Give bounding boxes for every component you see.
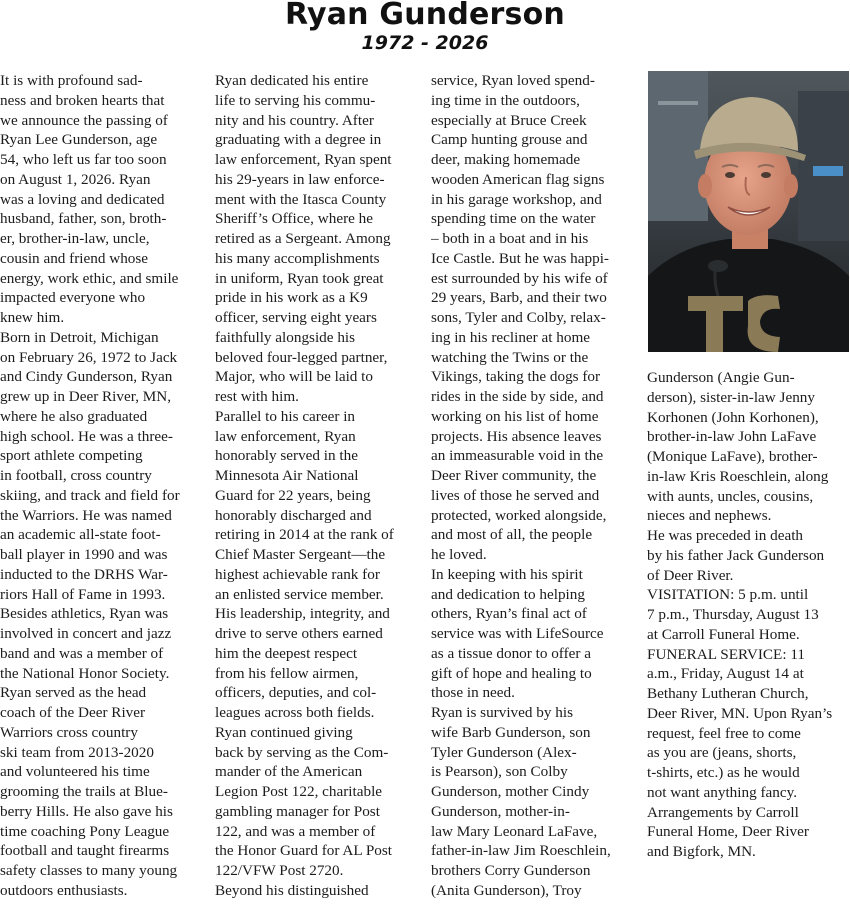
text-line: football and taught firearms bbox=[0, 842, 170, 860]
text-line: Deer River community, the bbox=[431, 467, 597, 484]
text-column-1 bbox=[0, 71, 203, 901]
text-line: Korhonen (John Korhonen), bbox=[647, 408, 819, 426]
text-line: husband, father, son, broth- bbox=[0, 210, 167, 228]
text-line: on February 26, 1972 to Jack bbox=[0, 348, 178, 366]
text-line: Vikings, taking the dogs for bbox=[431, 368, 601, 386]
text-line: especially at Bruce Creek bbox=[431, 111, 587, 129]
text-line: from his fellow airmen, bbox=[215, 664, 359, 682]
text-line: impacted everyone who bbox=[0, 289, 146, 307]
text-line: leagues across both fields. bbox=[215, 704, 375, 721]
text-line: grew up in Deer River, MN, bbox=[0, 388, 172, 405]
text-line: in uniform, Ryan took great bbox=[215, 269, 384, 287]
text-line: in football, cross country bbox=[0, 467, 152, 484]
text-line: derson), sister-in-law Jenny bbox=[647, 388, 815, 406]
text-line: mander of the American bbox=[215, 763, 363, 781]
text-line: pride in his work as a K9 bbox=[215, 289, 368, 307]
obituary-name: Ryan Gunderson bbox=[285, 0, 565, 32]
text-line: in his garage workshop, and bbox=[431, 190, 602, 208]
text-line: 7 p.m., Thursday, August 13 bbox=[647, 606, 819, 623]
text-line: law enforcement, Ryan bbox=[215, 427, 356, 445]
text-line: t-shirts, etc.) as he would bbox=[647, 764, 800, 781]
text-line: drive to serve others earned bbox=[215, 625, 383, 642]
portrait-illustration bbox=[648, 71, 849, 352]
text-line: knew him. bbox=[0, 309, 65, 326]
text-line: sons, Tyler and Colby, relax- bbox=[431, 309, 606, 326]
text-line: ing time in the outdoors, bbox=[431, 91, 580, 109]
text-line: projects. His absence leaves bbox=[431, 427, 602, 445]
text-line: Gunderson, mother Cindy bbox=[431, 783, 590, 800]
text-line: involved in concert and jazz bbox=[0, 625, 172, 642]
text-line: officers, deputies, and col- bbox=[215, 684, 377, 702]
text-line: deer, making homemade bbox=[431, 151, 581, 168]
text-line: 122, and was a member of bbox=[215, 822, 376, 840]
portrait-photo bbox=[648, 71, 849, 352]
text-line: his 29-years in law enforce- bbox=[215, 170, 385, 188]
text-line: Sheriff’s Office, where he bbox=[215, 210, 373, 228]
text-line: retired as a Sergeant. Among bbox=[215, 230, 391, 247]
text-line: lives of those he served and bbox=[431, 486, 600, 504]
text-line: (Anita Gunderson), Troy bbox=[431, 881, 582, 899]
text-line: spending time on the water bbox=[431, 210, 596, 228]
text-line: wife Barb Gunderson, son bbox=[431, 723, 591, 741]
text-line: Besides athletics, Ryan was bbox=[0, 605, 169, 623]
text-line: (Monique LaFave), brother- bbox=[647, 448, 818, 465]
text-line: and Cindy Gunderson, Ryan bbox=[0, 368, 173, 386]
text-line: band and was a member of bbox=[0, 644, 164, 662]
text-line: Ice Castle. But he was happi- bbox=[431, 249, 609, 267]
text-line: working on his list of home bbox=[431, 407, 599, 425]
text-line: ness and broken hearts that bbox=[0, 91, 165, 109]
text-line: a.m., Friday, August 14 at bbox=[647, 665, 804, 683]
text-line: Chief Master Sergeant—the bbox=[215, 546, 386, 563]
text-line: Ryan dedicated his entire bbox=[215, 72, 369, 89]
text-line: cousin and friend whose bbox=[0, 249, 149, 267]
text-column-3 bbox=[431, 71, 641, 901]
text-line: er, brother-in-law, uncle, bbox=[0, 230, 150, 247]
text-line: service, Ryan loved spend- bbox=[431, 72, 595, 89]
text-line: high school. He was a three- bbox=[0, 427, 173, 445]
text-line: back by serving as the Com- bbox=[215, 743, 389, 761]
text-line: him the deepest respect bbox=[215, 644, 358, 662]
text-line: Funeral Home, Deer River bbox=[647, 823, 809, 841]
text-line: outdoors enthusiasts. bbox=[0, 881, 128, 899]
text-line: watching the Twins or the bbox=[431, 348, 589, 366]
text-line: ment with the Itasca County bbox=[215, 190, 387, 208]
text-line: safety classes to many young bbox=[0, 862, 178, 879]
text-line: is Pearson), son Colby bbox=[431, 763, 568, 781]
text-line: retiring in 2014 at the rank of bbox=[215, 526, 394, 544]
text-line: the Honor Guard for AL Post bbox=[215, 842, 393, 860]
text-line: He was preceded in death bbox=[647, 527, 804, 544]
text-line: he loved. bbox=[431, 546, 487, 563]
text-line: officer, serving eight years bbox=[215, 309, 377, 326]
text-line: father-in-law Jim Roeschlein, bbox=[431, 842, 611, 860]
text-line: ski team from 2013-2020 bbox=[0, 743, 154, 761]
text-line: brother-in-law John LaFave bbox=[647, 428, 817, 446]
text-line: Born in Detroit, Michigan bbox=[0, 328, 159, 346]
text-line: life to serving his commu- bbox=[215, 91, 376, 109]
text-line: at Carroll Funeral Home. bbox=[647, 625, 800, 643]
text-line: Gunderson (Angie Gun- bbox=[647, 369, 795, 386]
text-line: was a loving and dedicated bbox=[0, 190, 165, 208]
text-line: wooden American flag signs bbox=[431, 170, 605, 188]
text-line: Ryan continued giving bbox=[215, 723, 353, 741]
text-line: his many accomplishments bbox=[215, 249, 380, 267]
text-line: grooming the trails at Blue- bbox=[0, 783, 168, 800]
text-line: law Mary Leonard LaFave, bbox=[431, 822, 598, 840]
text-line: Ryan served as the head bbox=[0, 684, 147, 702]
text-line: rest with him. bbox=[215, 388, 299, 405]
text-line: Legion Post 122, charitable bbox=[215, 783, 383, 800]
text-line: in-law Kris Roeschlein, along bbox=[647, 467, 829, 485]
text-line: honorably served in the bbox=[215, 447, 358, 465]
text-line: request, feel free to come bbox=[647, 724, 801, 742]
text-line: Gunderson, mother-in- bbox=[431, 802, 570, 820]
text-line: ing in his recliner at home bbox=[431, 328, 591, 346]
text-line: Bethany Lutheran Church, bbox=[647, 685, 809, 702]
text-line: not want anything fancy. bbox=[647, 783, 798, 801]
text-line: others, Ryan’s final act of bbox=[431, 605, 587, 623]
text-line: on August 1, 2026. Ryan bbox=[0, 170, 151, 188]
text-line: skiing, and track and field for bbox=[0, 486, 180, 504]
text-line: Ryan is survived by his bbox=[431, 704, 573, 721]
text-line: an enlisted service member. bbox=[215, 585, 384, 603]
text-line: nieces and nephews. bbox=[647, 507, 772, 525]
text-line: of Deer River. bbox=[647, 566, 734, 584]
text-line: rides in the side by side, and bbox=[431, 388, 604, 405]
text-column-2 bbox=[215, 71, 418, 901]
text-line: brothers Corry Gunderson bbox=[431, 862, 591, 879]
text-line: Camp hunting grouse and bbox=[431, 131, 588, 149]
text-line: inducted to the DRHS War- bbox=[0, 565, 168, 583]
text-line: 122/VFW Post 2720. bbox=[215, 862, 344, 879]
text-line: Guard for 22 years, being bbox=[215, 486, 371, 504]
text-line: Arrangements by Carroll bbox=[647, 803, 799, 821]
text-line: Tyler Gunderson (Alex- bbox=[431, 743, 577, 761]
text-line: where he also graduated bbox=[0, 407, 148, 425]
text-line: time coaching Pony League bbox=[0, 822, 170, 840]
text-line: Warriors cross country bbox=[0, 723, 138, 741]
text-line: the National Honor Society. bbox=[0, 664, 170, 682]
text-line: we announce the passing of bbox=[0, 111, 168, 129]
text-line: those in need. bbox=[431, 684, 515, 702]
text-line: riors Hall of Fame in 1993. bbox=[0, 585, 166, 603]
text-line: est surrounded by his wife of bbox=[431, 269, 608, 287]
text-line: gift of hope and healing to bbox=[431, 664, 592, 682]
text-line: It is with profound sad- bbox=[0, 72, 143, 89]
text-line: ball player in 1990 and was bbox=[0, 546, 168, 563]
text-column-4 bbox=[647, 368, 850, 862]
text-line: 29 years, Barb, and their two bbox=[431, 289, 607, 307]
text-line: an academic all-state foot- bbox=[0, 526, 161, 544]
text-line: berry Hills. He also gave his bbox=[0, 802, 173, 820]
text-line: VISITATION: 5 p.m. until bbox=[647, 586, 809, 604]
obituary-years: 1972 - 2026 bbox=[361, 32, 489, 54]
text-line: Beyond his distinguished bbox=[215, 881, 369, 899]
text-line: as you are (jeans, shorts, bbox=[647, 744, 797, 762]
text-line: law enforcement, Ryan spent bbox=[215, 151, 392, 168]
text-line: as a tissue donor to offer a bbox=[431, 644, 591, 662]
text-line: and volunteered his time bbox=[0, 763, 150, 781]
text-line: an immeasurable void in the bbox=[431, 447, 604, 465]
text-line: In keeping with his spirit bbox=[431, 565, 583, 583]
text-line: FUNERAL SERVICE: 11 bbox=[647, 645, 805, 663]
text-line: and dedication to helping bbox=[431, 585, 585, 603]
text-line: – both in a boat and in his bbox=[431, 230, 589, 247]
text-line: and Bigfork, MN. bbox=[647, 843, 756, 860]
text-line: gambling manager for Post bbox=[215, 802, 380, 820]
text-line: highest achievable rank for bbox=[215, 565, 380, 583]
text-line: faithfully alongside his bbox=[215, 328, 356, 346]
text-line: protected, worked alongside, bbox=[431, 506, 607, 524]
text-line: graduating with a degree in bbox=[215, 131, 382, 149]
text-line: the Warriors. He was named bbox=[0, 506, 172, 524]
text-line: Deer River, MN. Upon Ryan’s bbox=[647, 704, 833, 722]
text-line: by his father Jack Gunderson bbox=[647, 546, 825, 564]
text-line: Parallel to his career in bbox=[215, 407, 356, 425]
text-line: Major, who will be laid to bbox=[215, 368, 373, 386]
text-line: nity and his country. After bbox=[215, 111, 374, 129]
text-line: His leadership, integrity, and bbox=[215, 605, 390, 623]
text-line: Ryan Lee Gunderson, age bbox=[0, 131, 158, 149]
text-line: beloved four-legged partner, bbox=[215, 348, 388, 366]
text-line: with aunts, uncles, cousins, bbox=[647, 487, 814, 505]
text-line: service was with LifeSource bbox=[431, 625, 604, 642]
text-line: honorably discharged and bbox=[215, 506, 372, 524]
text-line: and most of all, the people bbox=[431, 526, 593, 544]
text-line: coach of the Deer River bbox=[0, 704, 146, 721]
text-line: Minnesota Air National bbox=[215, 467, 359, 484]
text-line: 54, who left us far too soon bbox=[0, 151, 167, 168]
text-line: sport athlete competing bbox=[0, 447, 143, 465]
text-line: energy, work ethic, and smile bbox=[0, 269, 179, 287]
